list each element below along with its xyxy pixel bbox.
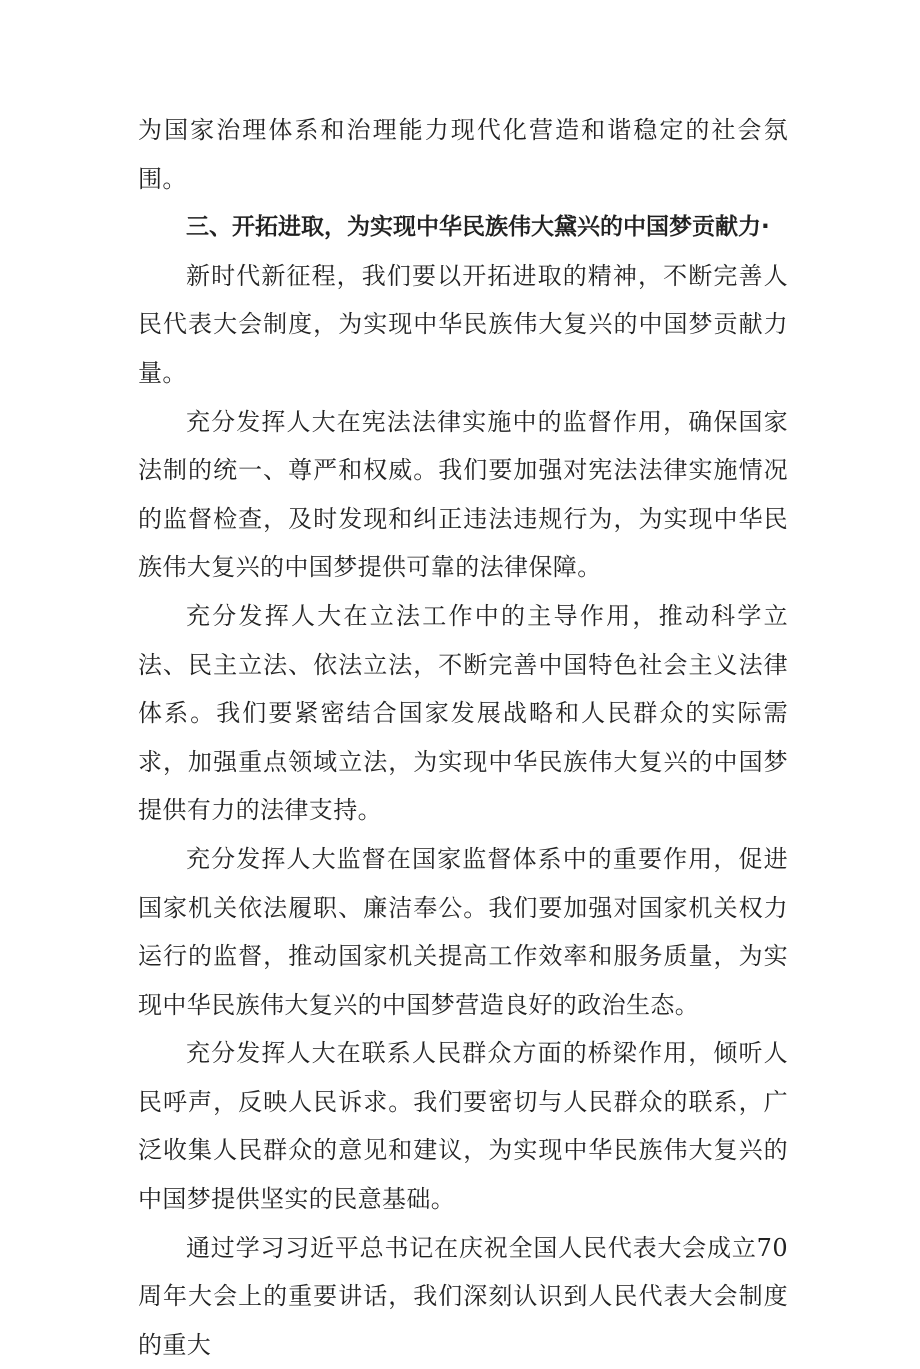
paragraph: 充分发挥人大在联系人民群众方面的桥梁作用，倾听人民呼声，反映人民诉求。我们要密切与人民群众的联系，广泛收集人民群众的意见和建议，为实现中华民族伟大复兴的中国梦提供坚实的民意基础。	[138, 1039, 788, 1214]
paragraph: 充分发挥人大在立法工作中的主导作用，推动科学立法、民主立法、依法立法，不断完善中国特色社会主义法律体系。我们要紧密结合国家发展战略和人民群众的实际需求，加强重点领域立法，为实现中华民族伟大复兴的中国梦提供有力的法律支持。	[138, 601, 788, 825]
paragraph: 充分发挥人大在宪法法律实施中的监督作用，确保国家法制的统一、尊严和权威。我们要加强对宪法法律实施情况的监督检查，及时发现和纠正违法违规行为，为实现中华民族伟大复兴的中国梦提供可靠的法律保障。	[138, 407, 788, 582]
paragraph: 充分发挥人大监督在国家监督体系中的重要作用，促进国家机关依法履职、廉洁奉公。我们要加强对国家机关权力运行的监督，推动国家机关提高工作效率和服务质量，为实现中华民族伟大复兴的中国梦营造良好的政治生态。	[138, 844, 788, 1019]
section-heading: 三、开拓进取，为实现中华民族伟大黛兴的中国梦贡献力·	[186, 214, 770, 241]
paragraph: 新时代新征程，我们要以开拓进取的精神，不断完善人民代表大会制度，为实现中华民族伟大复兴的中国梦贡献力量。	[138, 261, 788, 387]
paragraph: 通过学习习近平总书记在庆祝全国人民代表大会成立70周年大会上的重要讲话，我们深刻认识到人民代表大会制度的重大	[138, 1233, 788, 1359]
document-body	[138, 106, 788, 1369]
paragraph-continuation: 为国家治理体系和治理能力现代化营造和谐稳定的社会氛围。	[138, 116, 788, 193]
